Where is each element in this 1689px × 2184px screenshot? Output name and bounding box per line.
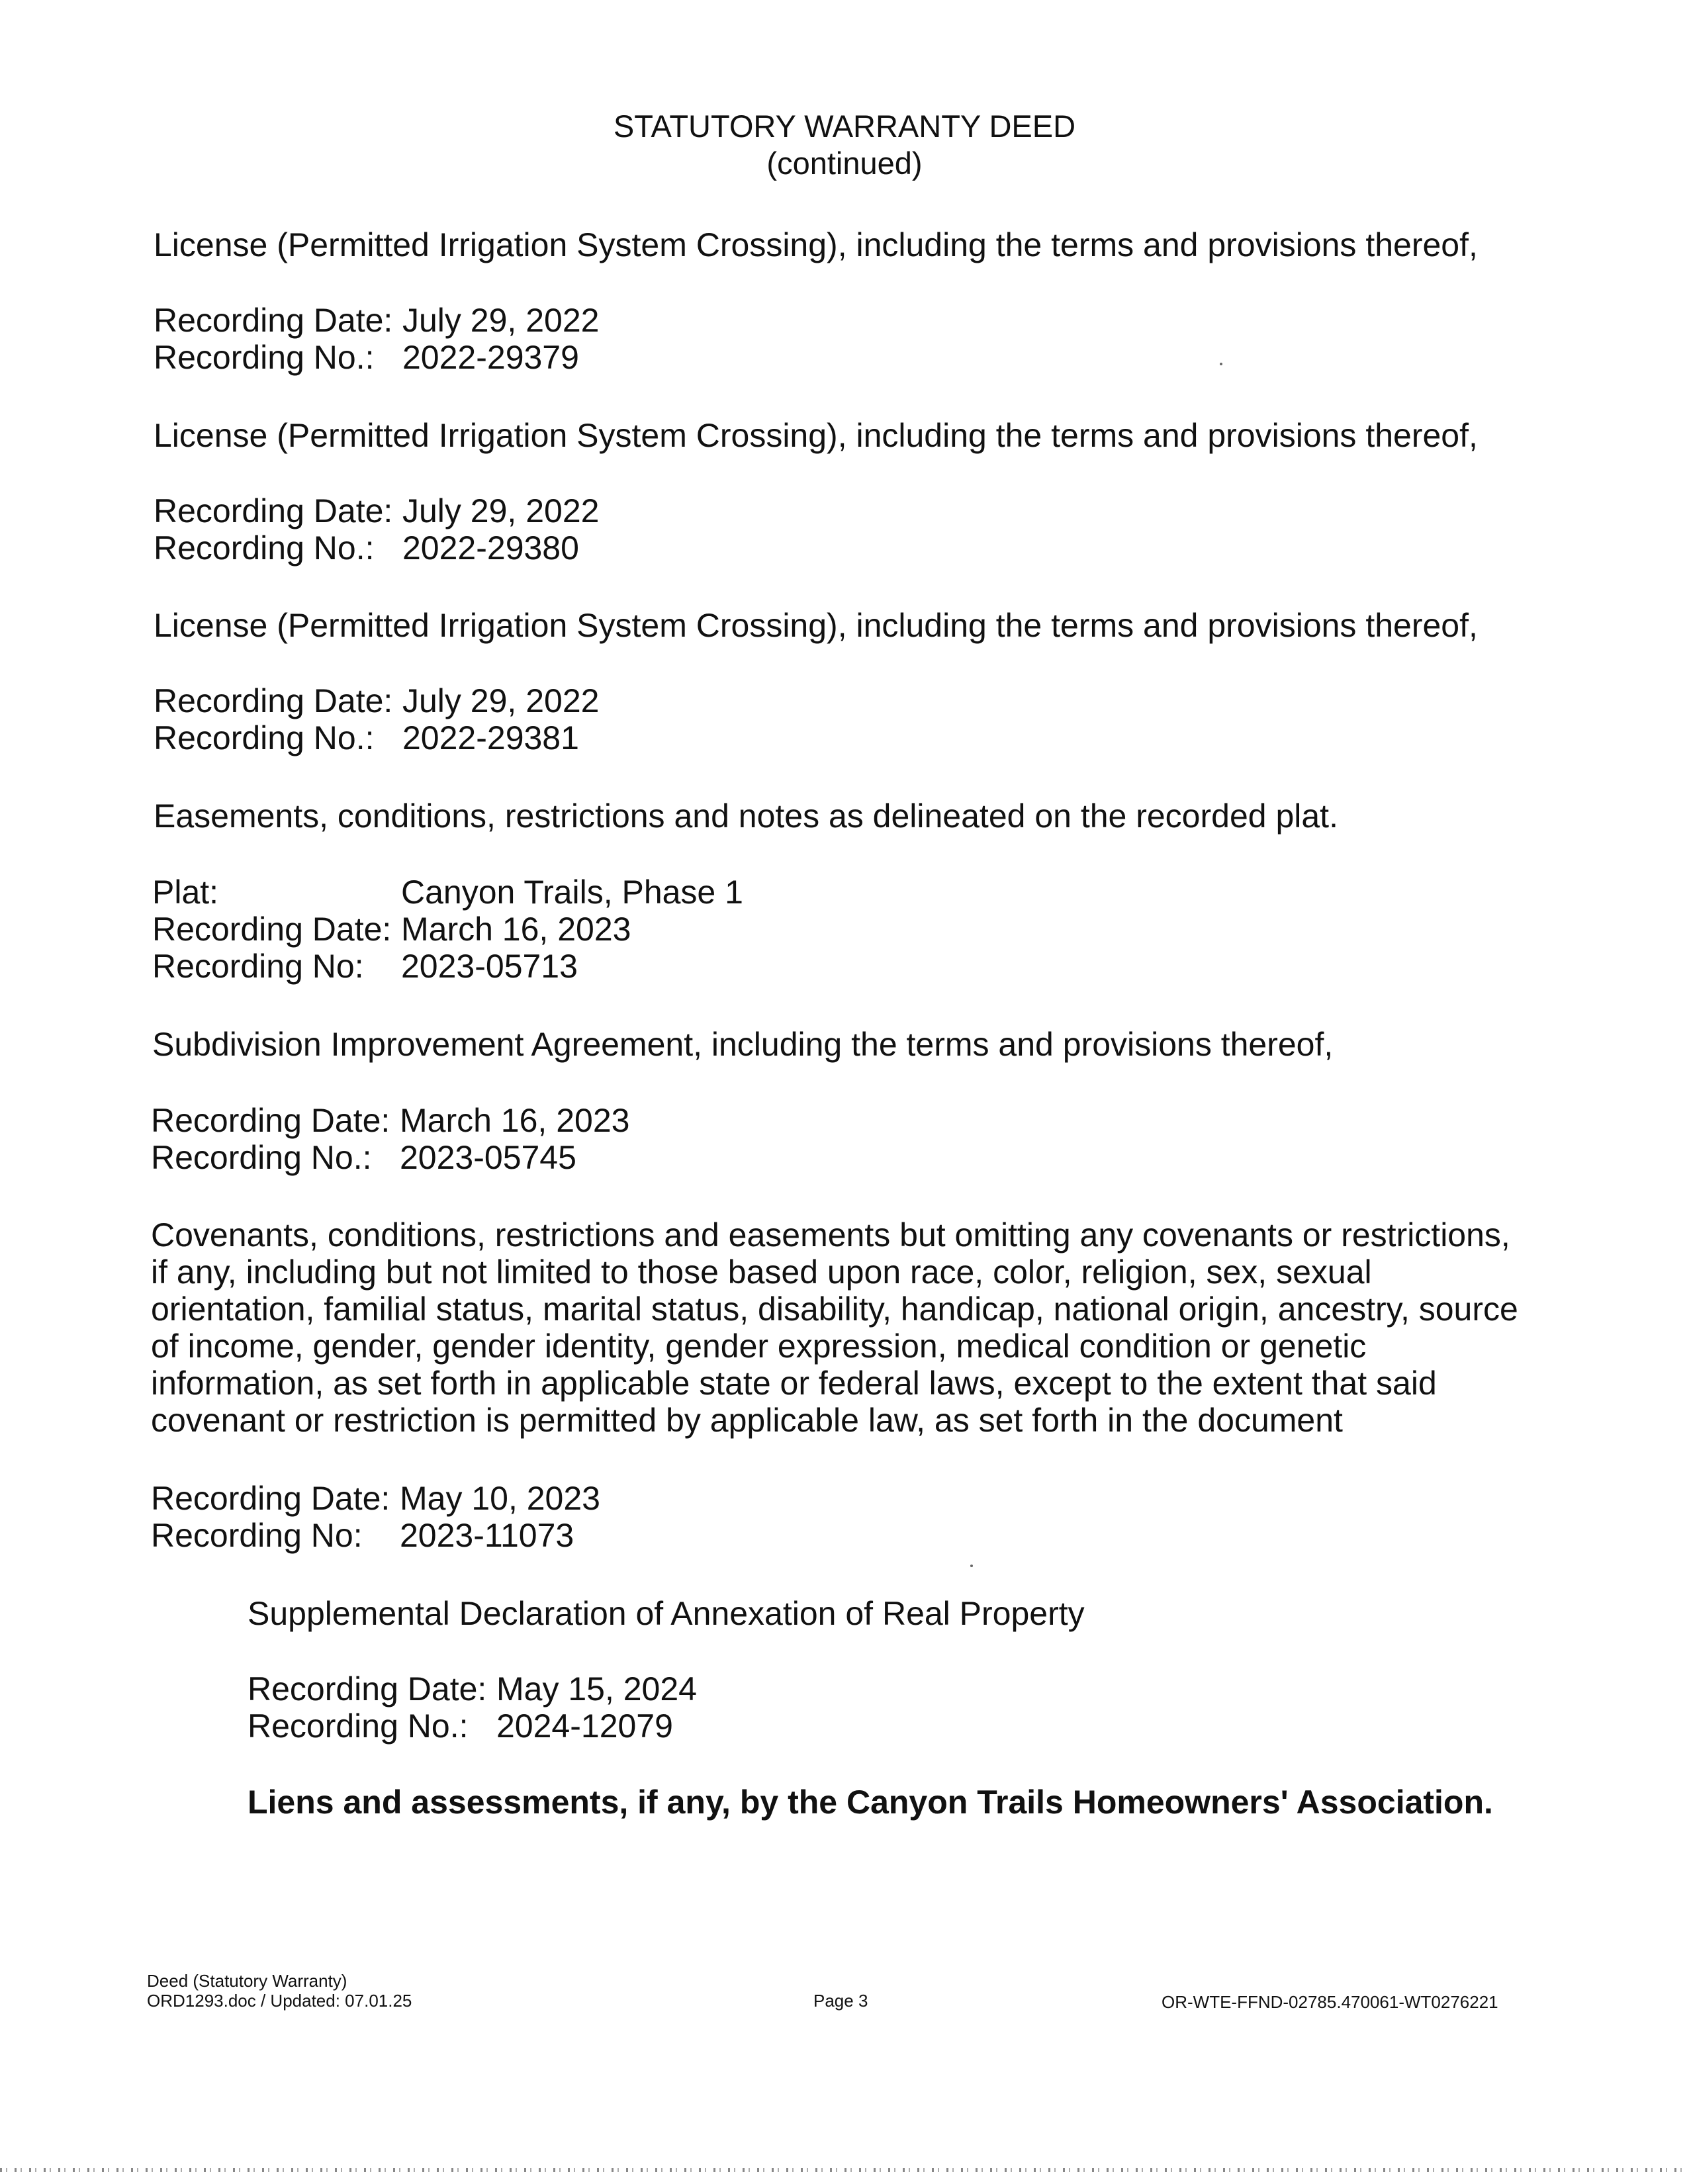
covenants-text-line: information, as set forth in applicable state or federal laws, except to the extent that said bbox=[151, 1365, 1437, 1402]
annexation-text: Supplemental Declaration of Annexation of Real Property bbox=[248, 1595, 1085, 1632]
recording-no-row bbox=[154, 529, 579, 567]
recording-no-label: Recording No: bbox=[152, 948, 364, 985]
recording-date-row bbox=[248, 1670, 697, 1707]
recording-date-label: Recording Date: bbox=[248, 1670, 487, 1707]
plat-row bbox=[152, 874, 743, 911]
recording-date-label: Recording Date: bbox=[154, 682, 393, 719]
footer-page-number: Page 3 bbox=[813, 1991, 868, 2011]
recording-no-label: Recording No.: bbox=[154, 719, 375, 756]
recording-no-row bbox=[152, 948, 578, 985]
recording-no-label: Recording No: bbox=[151, 1517, 363, 1554]
recording-no-row bbox=[151, 1517, 574, 1554]
recording-no-value: 2024-12079 bbox=[496, 1707, 673, 1745]
recording-date-value: May 10, 2023 bbox=[400, 1480, 600, 1517]
recording-no-row bbox=[154, 719, 579, 756]
recording-no-value: 2022-29381 bbox=[402, 719, 579, 756]
recording-no-label: Recording No.: bbox=[248, 1707, 469, 1745]
recording-date-label: Recording Date: bbox=[151, 1102, 390, 1139]
exception-text: Easements, conditions, restrictions and notes as delineated on the recorded plat. bbox=[154, 797, 1338, 835]
recording-date-row bbox=[154, 302, 599, 339]
recording-date-label: Recording Date: bbox=[151, 1480, 390, 1517]
recording-date-value: July 29, 2022 bbox=[402, 682, 600, 719]
recording-no-value: 2023-05745 bbox=[400, 1139, 576, 1176]
recording-date-label: Recording Date: bbox=[154, 302, 393, 339]
covenants-text-line: of income, gender, gender identity, gender expression, medical condition or genetic bbox=[151, 1328, 1367, 1365]
plat-value: Canyon Trails, Phase 1 bbox=[401, 874, 743, 911]
recording-no-value: 2022-29380 bbox=[402, 529, 579, 567]
recording-no-row bbox=[154, 339, 579, 376]
covenants-text-line: orientation, familial status, marital status, disability, handicap, national origin, ancestry, source bbox=[151, 1291, 1518, 1328]
recording-no-label: Recording No.: bbox=[154, 529, 375, 567]
liens-note: Liens and assessments, if any, by the Canyon Trails Homeowners' Association. bbox=[248, 1784, 1493, 1821]
recording-date-value: March 16, 2023 bbox=[401, 911, 631, 948]
recording-date-value: July 29, 2022 bbox=[402, 492, 600, 529]
footer-doc-type: Deed (Statutory Warranty) bbox=[147, 1971, 347, 1991]
recording-date-row bbox=[154, 492, 599, 529]
footer-doc-ref: ORD1293.doc / Updated: 07.01.25 bbox=[147, 1991, 412, 2011]
exception-text: Subdivision Improvement Agreement, including the terms and provisions thereof, bbox=[152, 1026, 1334, 1063]
recording-date-label: Recording Date: bbox=[154, 492, 393, 529]
exception-text: License (Permitted Irrigation System Crossing), including the terms and provisions thereof, bbox=[154, 417, 1478, 454]
recording-date-row bbox=[154, 682, 599, 719]
recording-date-value: May 15, 2024 bbox=[496, 1670, 697, 1707]
recording-date-label: Recording Date: bbox=[152, 911, 392, 948]
recording-no-value: 2023-11073 bbox=[400, 1517, 574, 1554]
recording-date-value: July 29, 2022 bbox=[402, 302, 600, 339]
document-subtitle: (continued) bbox=[766, 146, 923, 181]
exception-text: License (Permitted Irrigation System Crossing), including the terms and provisions thereof, bbox=[154, 607, 1478, 644]
footer-order-number: OR-WTE-FFND-02785.470061-WT0276221 bbox=[1162, 1992, 1498, 2012]
scan-speck bbox=[970, 1565, 973, 1567]
recording-no-value: 2022-29379 bbox=[402, 339, 579, 376]
covenants-text-line: covenant or restriction is permitted by applicable law, as set forth in the document bbox=[151, 1402, 1343, 1439]
recording-no-row bbox=[248, 1707, 673, 1745]
scan-speck bbox=[1220, 363, 1222, 365]
scan-artifact-line bbox=[0, 2168, 1689, 2172]
exception-text: License (Permitted Irrigation System Crossing), including the terms and provisions thereof, bbox=[154, 226, 1478, 263]
covenants-text-line: Covenants, conditions, restrictions and easements but omitting any covenants or restrictions, bbox=[151, 1216, 1510, 1253]
recording-no-value: 2023-05713 bbox=[401, 948, 578, 985]
plat-label: Plat: bbox=[152, 874, 219, 911]
recording-no-label: Recording No.: bbox=[151, 1139, 372, 1176]
recording-no-label: Recording No.: bbox=[154, 339, 375, 376]
recording-date-row bbox=[151, 1102, 629, 1139]
recording-date-value: March 16, 2023 bbox=[400, 1102, 630, 1139]
document-title: STATUTORY WARRANTY DEED bbox=[613, 109, 1076, 144]
recording-no-row bbox=[151, 1139, 576, 1176]
recording-date-row bbox=[152, 911, 631, 948]
recording-date-row bbox=[151, 1480, 600, 1517]
covenants-text-line: if any, including but not limited to those based upon race, color, religion, sex, sexual bbox=[151, 1253, 1372, 1291]
